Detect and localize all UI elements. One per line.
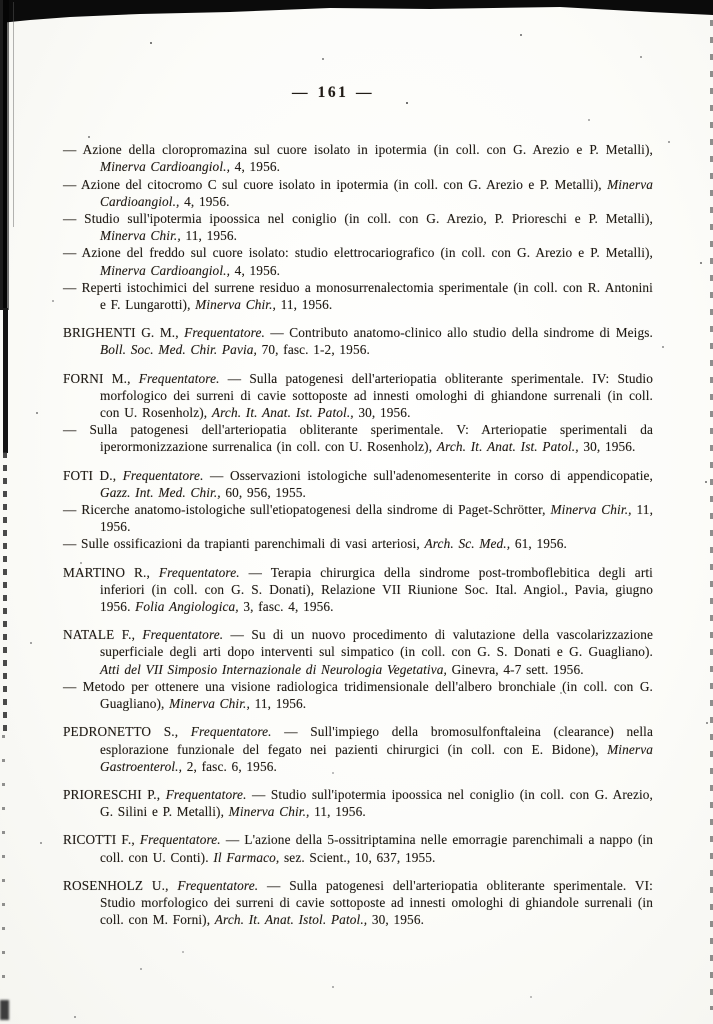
italic-segment: Frequentatore. (190, 724, 272, 740)
entry-text: 11, 1956. (100, 502, 654, 535)
entry-text: 70, fasc. 1-2, 1956. (257, 342, 370, 358)
entry-text: — Contributo anatomo-clinico allo studio della sindrome di Meigs. (264, 325, 653, 341)
bibliography-entry (63, 244, 653, 278)
bibliography-entry (63, 626, 653, 678)
italic-segment: Frequentatore. (184, 325, 265, 341)
italic-segment: Folia Angiologica, (135, 599, 239, 615)
italic-segment: Gazz. Int. Med. Chir., (100, 484, 221, 500)
italic-segment: Arch. Sc. Med., (424, 536, 511, 552)
entry-text: 11, 1956. (249, 696, 307, 712)
italic-segment: Atti del VII Simposio Internazionale di Neurologia Vegetativa, (100, 661, 447, 677)
entry-text: — Sulla patogenesi dell'arteriopatia obliterante sperimentale. VI: Studio morfologico dei surreni di cavie sottoposte ad innesti omologhi di ghiandole surrenali (in coll. con M. Forni), (100, 877, 654, 928)
scan-artifact-left-bar-mid (3, 308, 8, 453)
scan-artifact-speckles (0, 0, 2, 2)
bibliography-entry (63, 831, 653, 865)
italic-segment: Frequentatore. (177, 877, 259, 893)
italic-segment: Minerva Chir., (100, 228, 181, 244)
italic-segment: Minerva Chir., (228, 804, 310, 820)
entry-text: sez. Scient., 10, 637, 1955. (279, 849, 436, 865)
scan-artifact-left-dashes (3, 452, 7, 737)
entry-text: NATALE F., (63, 627, 143, 643)
entry-text: — Sulla patogenesi dell'arteriopatia obliterante sperimentale. IV: Studio morfologico dei surreni di cavie sottoposte ad innesti omologhi di ghiandone surrenali (in coll. con U. Rosenholz), (100, 370, 653, 421)
scan-artifact-corner-blob (0, 1000, 9, 1020)
entry-text: FOTI D., (63, 467, 123, 483)
bibliography-entry (63, 535, 653, 552)
bibliography-entry (63, 678, 653, 712)
entry-text: — Terapia chirurgica della sindrome post-tromboflebitica degli arti inferiori (in coll. con G. S. Donati), Relazione VII Riunione Soc. Ital. Angiol., Pavia, giugno 1956. (100, 564, 653, 615)
italic-segment: Minerva Chir., (195, 297, 276, 313)
page-number: — 161 — (292, 84, 374, 101)
bibliography-list (63, 141, 653, 928)
entry-text: — Sulle ossificazioni da trapianti parenchimali di vasi arteriosi, (63, 536, 425, 552)
entry-text: — Sulla patogenesi dell'arteriopatia obliterante sperimentale. V: Arteriopatie sperimentali da iperormonizzazione surrenalica (in coll. con U. Rosenholz), (63, 422, 653, 455)
italic-segment: Frequentatore. (139, 832, 221, 848)
entry-text: — Studio sull'ipotermia ipoossica nel coniglio (in coll. con G. Arezio, P. Prioreschi e P. Metalli), (63, 211, 653, 227)
entry-text: — Studio sull'ipotermia ipoossica nel coniglio (in coll. con G. Arezio, G. Silini e P. Metalli), (100, 786, 654, 820)
entry-text: 61, 1956. (510, 536, 567, 552)
bibliography-entry (63, 210, 653, 244)
entry-text: — Sull'impiego della bromosulfonftaleina (clearance) nella esplorazione funzionale del fegato nei pazienti chirurgici (in coll. con E. Bidone), (100, 724, 653, 757)
entry-text: — Azione del freddo sul cuore isolato: studio elettrocariografico (in coll. con G. Arezio e P. Metalli), (63, 245, 653, 261)
entry-text: 30, 1956. (578, 439, 636, 455)
bibliography-entry (63, 370, 653, 422)
bibliography-entry (63, 877, 653, 929)
entry-text: — L'azione della 5-ossitriptamina nelle emorragie parenchimali a nappo (in coll. con U. Conti). (100, 832, 653, 865)
entry-text: — Azione del citocromo C sul cuore isolato in ipotermia (in coll. con G. Arezio e P. Metalli), (63, 176, 608, 192)
entry-text: 30, 1956. (353, 405, 411, 421)
entry-text: FORNI M., (63, 370, 139, 386)
entry-text: — Osservazioni istologiche sull'adenomesenterite in corso di appendicopatie, (203, 467, 653, 483)
bibliography-entry (63, 467, 653, 501)
entry-text: 2, fasc. 6, 1956. (182, 758, 277, 774)
italic-segment: Boll. Soc. Med. Chir. Pavia, (100, 342, 257, 358)
italic-segment: Arch. It. Anat. Ist. Patol., (436, 439, 579, 455)
entry-text: 4, 1956. (230, 262, 281, 278)
scan-artifact-left-bar (0, 0, 9, 310)
entry-text: 30, 1956. (367, 912, 425, 928)
bibliography-entry (63, 501, 653, 535)
entry-text: 11, 1956. (180, 228, 238, 244)
bibliography-entry (63, 786, 653, 820)
entry-text: — Reperti istochimici del surrene residuo a monosurrenalectomia sperimentale (in coll. con R. Antonini e F. Lungarotti), (63, 279, 653, 313)
entry-text: BRIGHENTI G. M., (63, 325, 185, 341)
italic-segment: Minerva Cardioangiol., (100, 176, 653, 209)
entry-text: 11, 1956. (275, 297, 333, 313)
entry-text: Ginevra, 4-7 sett. 1956. (446, 661, 584, 677)
entry-text: PRIORESCHI P., (63, 786, 166, 802)
bibliography-entry (63, 279, 653, 313)
entry-text: 60, 956, 1955. (220, 484, 306, 500)
entry-text: 4, 1956. (230, 159, 281, 175)
entry-text: RICOTTI F., (63, 832, 140, 848)
entry-text: 3, fasc. 4, 1956. (238, 599, 334, 615)
entry-text: — Metodo per ottenere una visione radiologica tridimensionale dell'albero bronchiale (in coll. con G. Guagliano), (63, 678, 653, 712)
italic-segment: Minerva Cardioangiol., (100, 159, 231, 175)
bibliography-entry (63, 176, 653, 210)
entry-text: — Ricerche anatomo-istologiche sull'etiopatogenesi della sindrome di Paget-Schrötter, (63, 502, 551, 518)
bibliography-entry (63, 723, 653, 775)
scan-artifact-top-band (0, 0, 713, 24)
entry-text: 11, 1956. (309, 804, 366, 820)
scan-artifact-fold-line (13, 2, 14, 227)
entry-text: MARTINO R., (63, 564, 159, 580)
entry-text: PEDRONETTO S., (63, 724, 191, 740)
italic-segment: Frequentatore. (165, 786, 247, 802)
scan-artifact-left-specks (2, 735, 5, 990)
italic-segment: Frequentatore. (138, 370, 220, 386)
italic-segment: Minerva Gastroenterol., (100, 741, 653, 774)
italic-segment: Minerva Chir., (169, 696, 250, 712)
italic-segment: Frequentatore. (122, 467, 204, 483)
italic-segment: Il Farmaco, (213, 849, 280, 865)
bibliography-entry (63, 324, 653, 358)
bibliography-entry (63, 564, 653, 616)
entry-text: — Azione della cloropromazina sul cuore isolato in ipotermia (in coll. con G. Arezio e P. Metalli), (63, 142, 653, 158)
page-content (63, 84, 653, 928)
bibliography-entry (63, 141, 653, 175)
italic-segment: Arch. It. Anat. Ist. Patol., (211, 405, 354, 421)
entry-text: 4, 1956. (179, 193, 230, 209)
entry-text: ROSENHOLZ U., (63, 877, 178, 893)
italic-segment: Frequentatore. (142, 627, 224, 643)
italic-segment: Minerva Chir., (550, 502, 632, 518)
entry-text: — Su di un nuovo procedimento di valutazione della vascolarizzazione superficiale degli arti dopo interventi sul simpatico (in coll. con G. S. Donati e G. Guagliano). (100, 627, 654, 660)
italic-segment: Arch. It. Anat. Istol. Patol., (214, 912, 368, 928)
bibliography-entry (63, 421, 653, 455)
italic-segment: Minerva Cardioangiol., (100, 262, 231, 278)
italic-segment: Frequentatore. (158, 564, 240, 580)
